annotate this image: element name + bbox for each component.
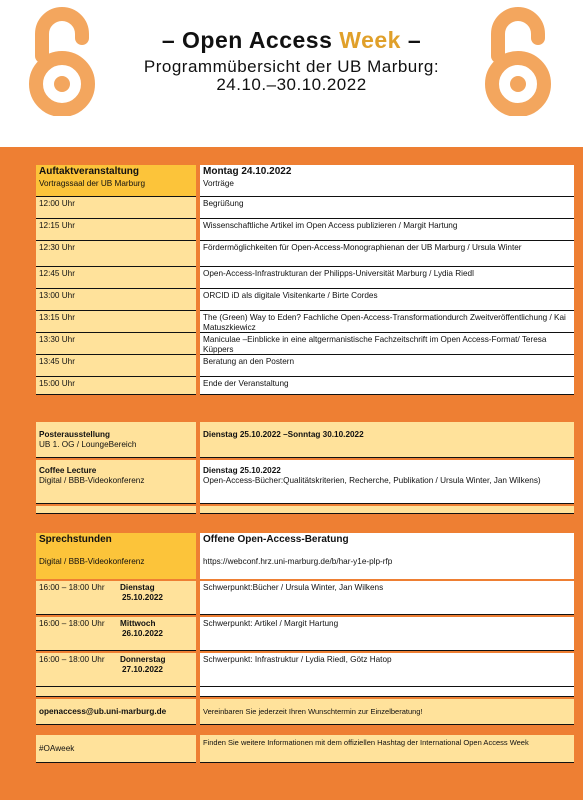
contact-email[interactable]: openaccess@ub.uni-marburg.de xyxy=(39,707,167,716)
coffee-row: Coffee Lecture Digital / BBB-Videokonferenz Dienstag 25.10.2022 Open-Access-Bücher:Qualitätskriterien, Recherche, Publikation / Ursula Winter, Jan Wilkens) xyxy=(36,460,574,504)
schedule-time: 15:00 Uhr xyxy=(39,379,75,388)
consult-text: Schwerpunkt:Bücher / Ursula Winter, Jan Wilkens xyxy=(203,583,384,592)
schedule-text: The (Green) Way to Eden? Fachliche Open-Access-Transformationdurch Zweitveröffentlichung / Kai Matuszkiewicz xyxy=(203,313,566,332)
kickoff-header: Auftaktveranstaltung Vortragssaal der UB Marburg Montag 24.10.2022 Vorträge xyxy=(36,165,574,197)
consult-row xyxy=(36,653,574,687)
schedule-text: Fördermöglichkeiten für Open-Access-Monographienan der UB Marburg / Ursula Winter xyxy=(203,243,522,252)
program-area xyxy=(0,147,583,800)
contact-section: openaccess@ub.uni-marburg.de Vereinbaren Sie jederzeit Ihren Wunschtermin zur Einzelberatung! xyxy=(36,699,574,725)
schedule-time: 12:15 Uhr xyxy=(39,221,75,230)
page-subtitle: Programmübersicht der UB Marburg: 24.10.–30.10.2022 xyxy=(143,57,440,94)
consult-date: 27.10.2022 xyxy=(122,665,163,674)
hashtag-section: #OAweek Finden Sie weitere Informationen mit dem offiziellen Hashtag der International Open Access Week xyxy=(36,735,574,763)
consult-text: Schwerpunkt: Artikel / Margit Hartung xyxy=(203,619,339,628)
schedule-text: Ende der Veranstaltung xyxy=(203,379,289,388)
consult-day: Mittwoch xyxy=(120,619,156,628)
consult-row xyxy=(36,617,574,651)
page-title: – Open Access Week – xyxy=(161,27,422,53)
schedule-row xyxy=(36,355,574,377)
schedule-row xyxy=(36,377,574,395)
consult-day: Dienstag xyxy=(120,583,155,592)
consult-text: Schwerpunkt: Infrastruktur / Lydia Riedl, Götz Hatop xyxy=(203,655,392,664)
consult-time: 16:00 – 18:00 Uhr xyxy=(39,619,105,628)
schedule-row xyxy=(36,267,574,289)
schedule-row xyxy=(36,219,574,241)
consult-time: 16:00 – 18:00 Uhr xyxy=(39,655,105,664)
consult-section xyxy=(36,533,574,687)
consult-row xyxy=(36,581,574,615)
consult-time: 16:00 – 18:00 Uhr xyxy=(39,583,105,592)
consult-date: 25.10.2022 xyxy=(122,593,163,602)
schedule-text: Wissenschaftliche Artikel im Open Access publizieren / Margit Hartung xyxy=(203,221,458,230)
header xyxy=(0,0,583,147)
schedule-text: Maniculae –Einblicke in eine altgermanistische Fachzeitschrift im Open Access-Format/ Teresa Küppers xyxy=(203,335,547,354)
schedule-time: 13:00 Uhr xyxy=(39,291,75,300)
poster-row: Posterausstellung UB 1. OG / LoungeBereich Dienstag 25.10.2022 –Sonntag 30.10.2022 xyxy=(36,422,574,458)
kickoff-section xyxy=(36,165,574,401)
schedule-time: 12:30 Uhr xyxy=(39,243,75,252)
schedule-time: 13:45 Uhr xyxy=(39,357,75,366)
schedule-time: 13:30 Uhr xyxy=(39,335,75,344)
schedule-row xyxy=(36,311,574,333)
schedule-row xyxy=(36,197,574,219)
hashtag: #OAweek xyxy=(39,744,75,753)
schedule-text: Beratung an den Postern xyxy=(203,357,295,366)
consult-header: Sprechstunden Digital / BBB-Videokonferenz Offene Open-Access-Beratung https://webconf.hrz.uni-marburg.de/b/har-y1e-plp-rfp xyxy=(36,533,574,579)
schedule-text: Open-Access-Infrastrukturan der Philipps-Universität Marburg / Lydia Riedl xyxy=(203,269,474,278)
schedule-text: Begrüßung xyxy=(203,199,244,208)
schedule-text: ORCID iD als digitale Visitenkarte / Birte Cordes xyxy=(203,291,378,300)
schedule-row xyxy=(36,333,574,355)
schedule-time: 12:00 Uhr xyxy=(39,199,75,208)
poster-section xyxy=(36,422,574,512)
schedule-row xyxy=(36,289,574,311)
consult-link[interactable]: https://webconf.hrz.uni-marburg.de/b/har-y1e-plp-rfp xyxy=(203,557,393,566)
consult-date: 26.10.2022 xyxy=(122,629,163,638)
schedule-row xyxy=(36,241,574,267)
schedule-time: 13:15 Uhr xyxy=(39,313,75,322)
consult-day: Donnerstag xyxy=(120,655,166,664)
schedule-time: 12:45 Uhr xyxy=(39,269,75,278)
